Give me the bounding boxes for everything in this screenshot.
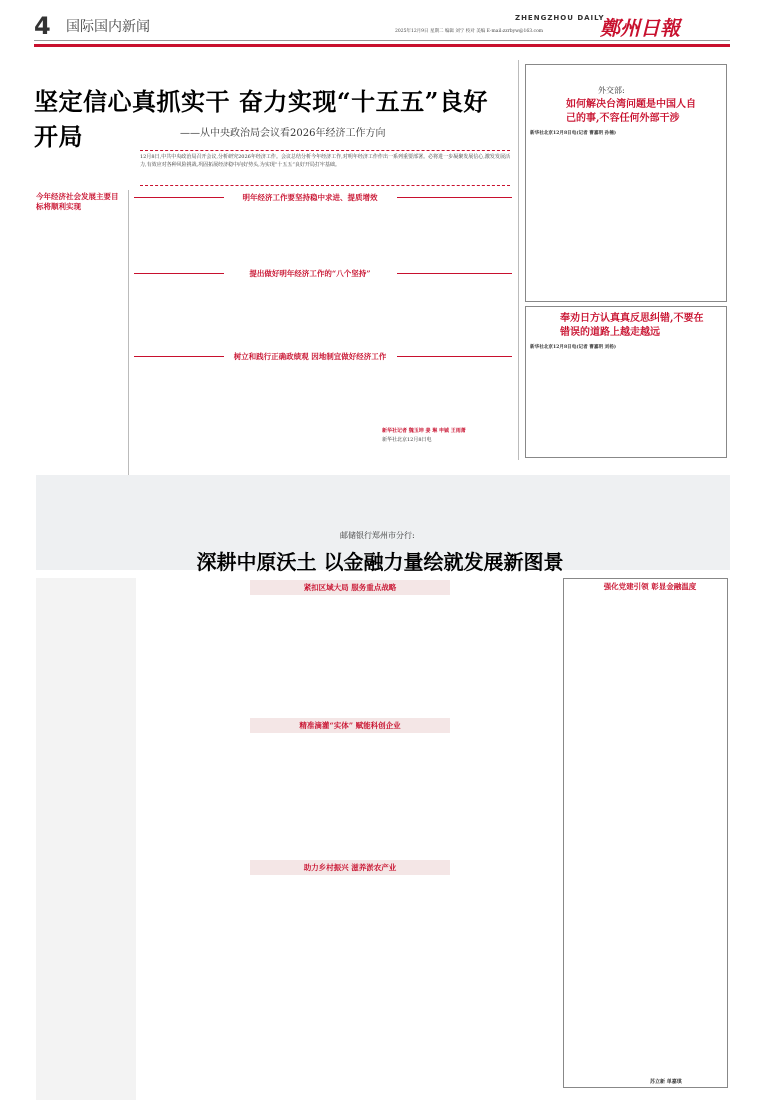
- bank-left-column: [44, 586, 130, 1086]
- section-2-title: 提出做好明年经济工作的“八个坚持”: [249, 269, 371, 278]
- section-3-col-3: [382, 366, 510, 426]
- bank-sub-1-col-1: [145, 598, 280, 718]
- section-1-title: 明年经济工作要坚持稳中求进、提质增效: [242, 193, 378, 202]
- foreign-ministry-title: 如何解决台湾问题是中国人自己的事,不容任何外部干涉: [566, 99, 696, 124]
- page-number: 4: [34, 12, 51, 40]
- header-rule: [34, 40, 730, 41]
- foreign-ministry-dateline: 新华社北京12月8日电(记者 曹嘉玥 孙楠): [530, 131, 617, 136]
- date-line: 2025年12月9日 星期二 编辑 刘宁 校对 美编 E-mail:zzrbyw@163.com: [395, 29, 544, 34]
- japan-story-title: 奉劝日方认真真反思纠错,不要在错误的道路上越走越远: [560, 313, 704, 338]
- header-bar: [34, 44, 730, 47]
- bank-sub-2-col-2: [285, 736, 420, 856]
- section-title: 国际国内新闻: [66, 19, 150, 35]
- bank-right-box-body: [568, 606, 723, 1076]
- bank-sub-1-title: 紧扣区域大局 服务重点战略: [250, 580, 450, 595]
- right-divider: [518, 60, 519, 460]
- japan-story-body: [530, 354, 724, 454]
- bank-right-box-title: 强化党建引领 彰显金融温度: [603, 582, 697, 591]
- bank-kicker: 邮储银行郑州市分行:: [340, 531, 415, 540]
- main-subheadline: ——从中央政治局会议看2026年经济工作方向: [180, 128, 386, 139]
- section-3-title: 树立和践行正确政绩观 因地制宜做好经济工作: [233, 352, 387, 361]
- bank-sub-3-col-3: [425, 878, 555, 1078]
- bank-sub-1-col-2: [285, 598, 420, 718]
- section-3-col-1: [134, 366, 252, 456]
- brand-logo: 鄭州日報: [600, 16, 680, 40]
- japan-story-dateline: 新华社北京12月8日电(记者 曹嘉玥 刘杨): [530, 345, 617, 350]
- bank-sub-2-title: 精准滴灌“实体” 赋能科创企业: [250, 718, 450, 733]
- bank-sub-3-title: 助力乡村振兴 滋养淤农产业: [250, 860, 450, 875]
- section-3-col-2: [258, 366, 376, 456]
- bank-byline: 苏立新 单嘉琪: [650, 1079, 682, 1085]
- left-column-title: 今年经济社会发展主要目标将顺利实现: [36, 192, 119, 211]
- main-byline: 新华社记者 魏玉坤 姜 琳 申铖 王雨萧: [382, 428, 466, 434]
- bank-sub-2-col-3: [425, 736, 555, 856]
- bank-sub-1-col-3: [425, 598, 555, 718]
- brand-english: ZHENGZHOU DAILY: [515, 14, 605, 22]
- bank-sub-2-col-1: [145, 736, 280, 856]
- bank-sub-3-col-2: [285, 878, 420, 1078]
- main-source: 新华社北京12月8日电: [382, 437, 432, 443]
- bank-sub-3-col-1: [145, 878, 280, 1078]
- main-headline: 坚定信心真抓实干 奋力实现“十五五”良好开局: [34, 87, 488, 151]
- foreign-ministry-tag: 外交部:: [598, 86, 625, 95]
- bank-headline: 深耕中原沃土 以金融力量绘就发展新图景: [196, 550, 564, 574]
- lead-paragraph: 12月8日,中共中央政治局召开会议,分析研究2026年经济工作。会议总结分析今年经济工作,对明年经济工作作出一系列重要部署。必将进一步凝聚发展信心,激发发展活力,有效应对各种风险挑战,巩固拓展经济稳中向好势头,为实现“十五五”良好开局打牢基础。: [140, 150, 510, 186]
- foreign-ministry-body: [530, 140, 724, 290]
